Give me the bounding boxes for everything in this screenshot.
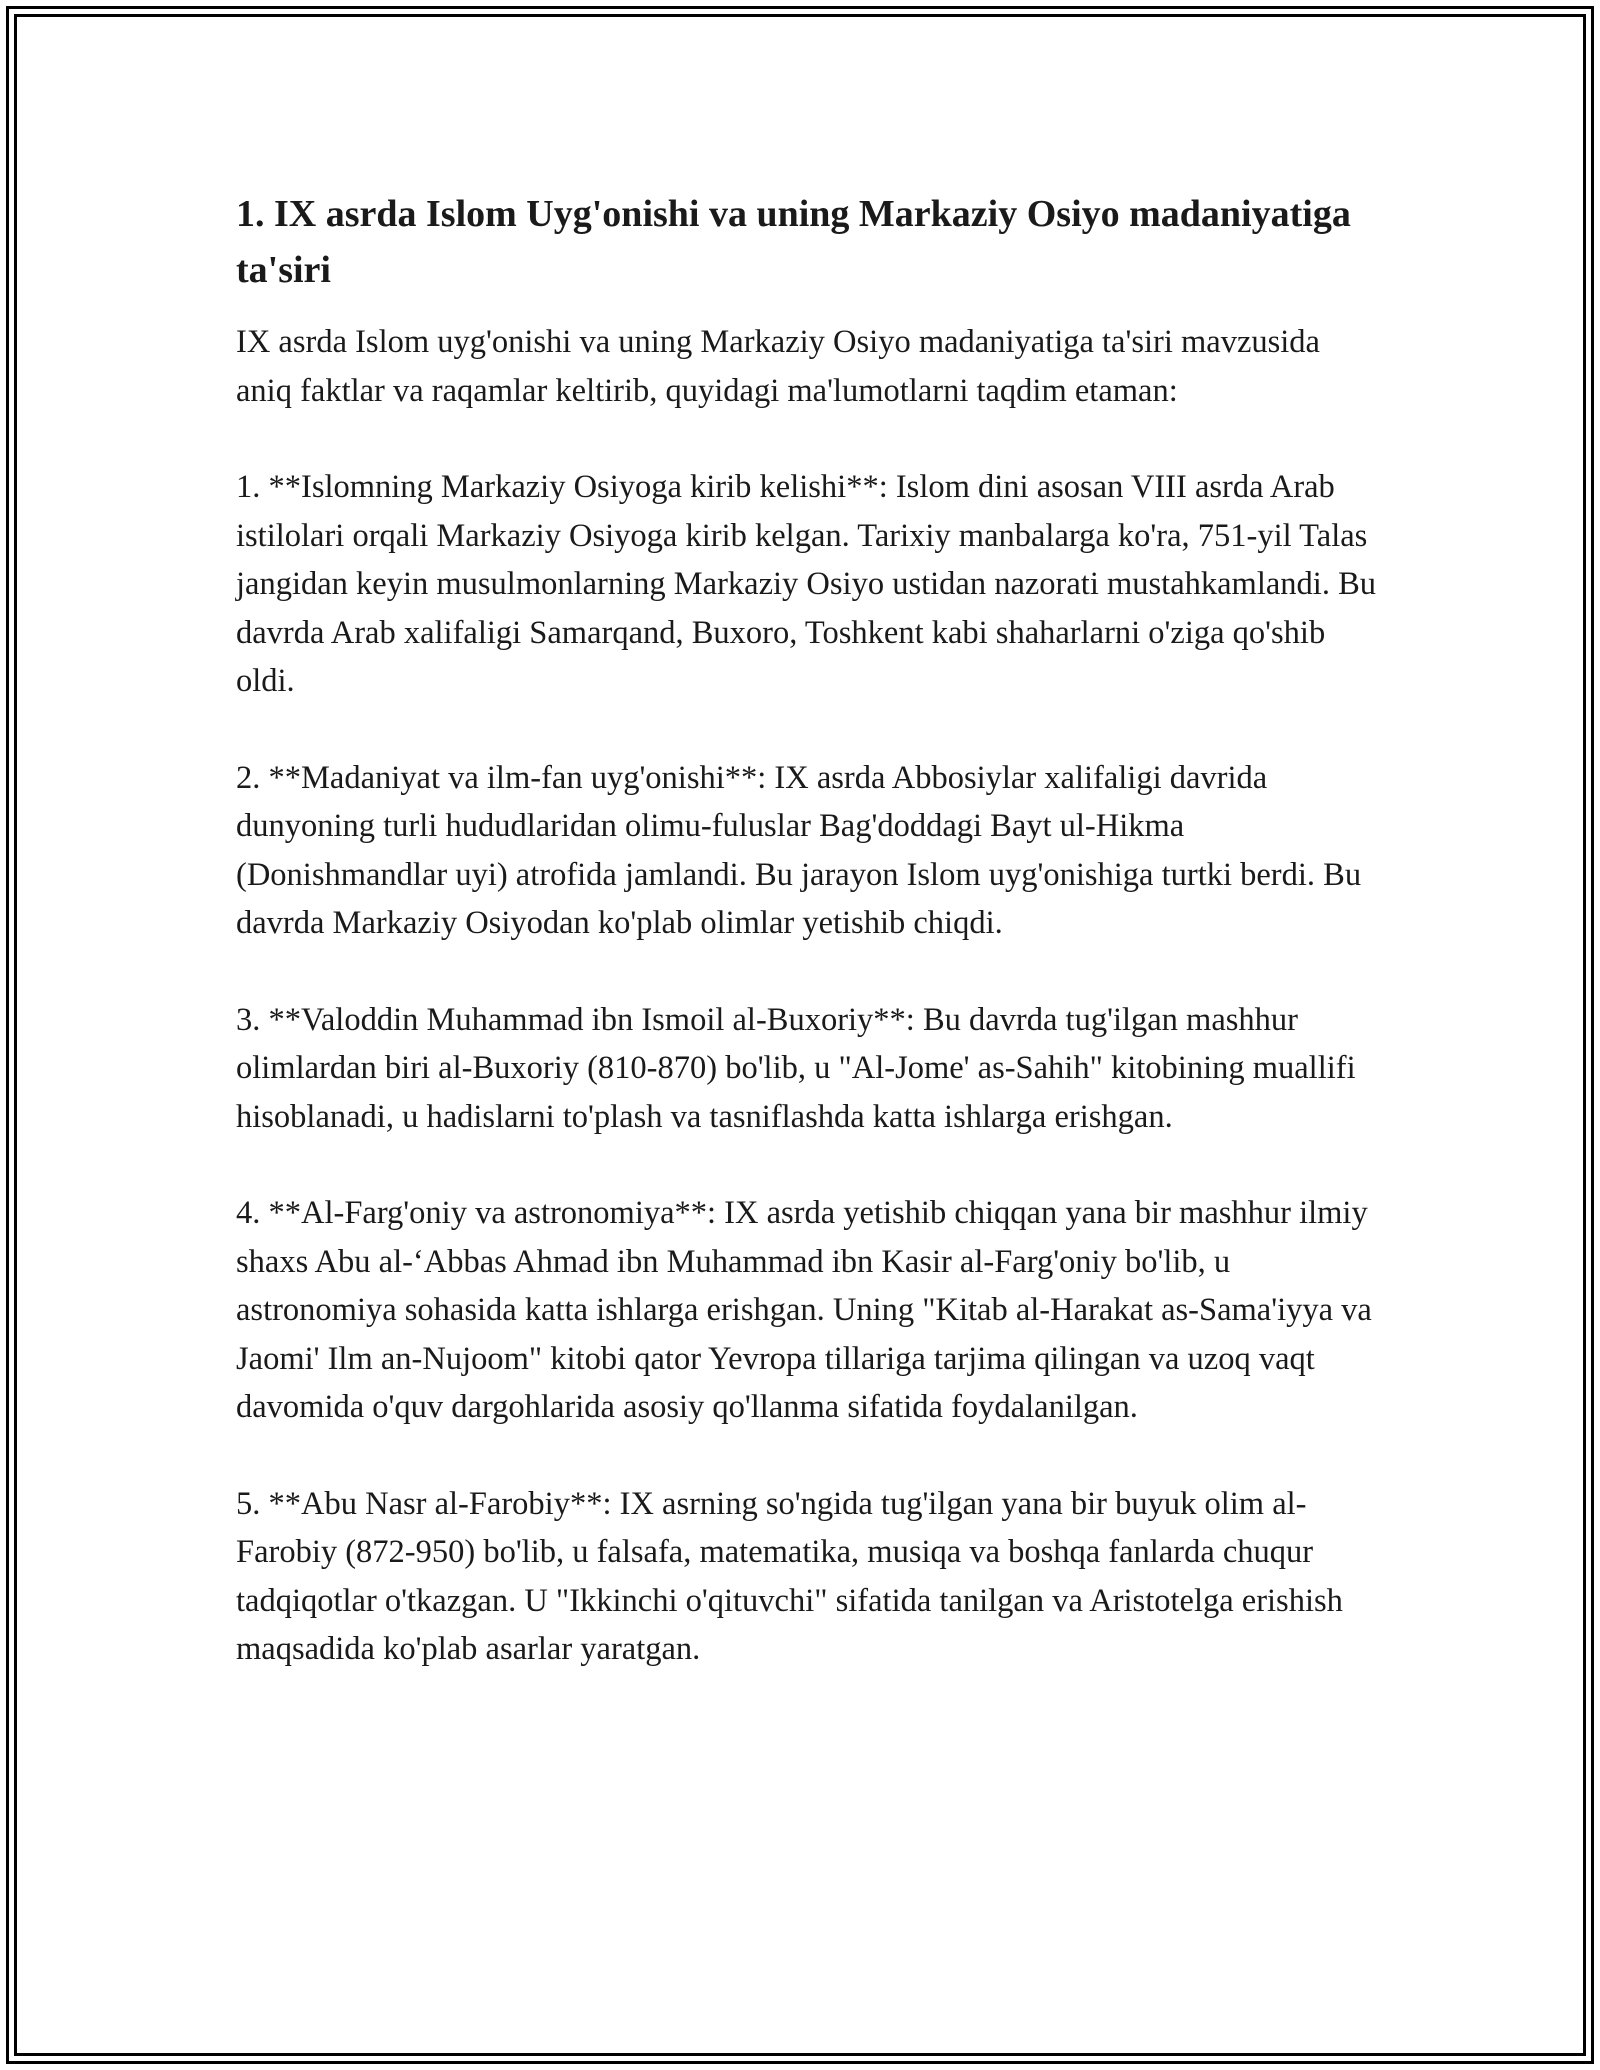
intro-paragraph: IX asrda Islom uyg'onishi va uning Markaziy Osiyo madaniyatiga ta'siri mavzusida aniq faktlar va raqamlar keltirib, quyidagi ma'lumotlarni taqdim etaman: (236, 324, 1320, 409)
list-item: 4. **Al-Farg'oniy va astronomiya**: IX asrda yetishib chiqqan yana bir mashhur ilmiy shaxs Abu al-‘Abbas Ahmad ibn Muhammad ibn Kasir al-Farg'oniy bo'lib, u astronomiya sohasida katta ishlarga erishgan. Uning "Kitab al-Harakat as-Sama'iyya va Jaomi' Ilm an-Nujoom" kitobi qator Yevropa tillariga tarjima qilingan va uzoq vaqt davomida o'quv dargohlarida asosiy qo'llanma sifatida foydalanilgan. (236, 1195, 1372, 1425)
list-item: 1. **Islomning Markaziy Osiyoga kirib kelishi**: Islom dini asosan VIII asrda Arab istilolari orqali Markaziy Osiyoga kirib kelgan. Tarixiy manbalarga ko'ra, 751-yil Talas jangidan keyin musulmonlarning Markaziy Osiyo ustidan nazorati mustahkamlandi. Bu davrda Arab xalifaligi Samarqand, Buxoro, Toshkent kabi shaharlarni o'ziga qo'shib oldi. (236, 469, 1376, 699)
document-title: 1. IX asrda Islom Uyg'onishi va uning Markaziy Osiyo madaniyatiga ta'siri (236, 193, 1351, 291)
document-body (236, 186, 1376, 1722)
list-item: 5. **Abu Nasr al-Farobiy**: IX asrning so'ngida tug'ilgan yana bir buyuk olim al-Farobiy (872-950) bo'lib, u falsafa, matematika, musiqa va boshqa fanlarda chuqur tadqiqotlar o'tkazgan. U "Ikkinchi o'qituvchi" sifatida tanilgan va Aristotelga erishish maqsadida ko'plab asarlar yaratgan. (236, 1485, 1343, 1667)
list-item: 2. **Madaniyat va ilm-fan uyg'onishi**: IX asrda Abbosiylar xalifaligi davrida dunyoning turli hududlaridan olimu-fuluslar Bag'doddagi Bayt ul-Hikma (Donishmandlar uyi) atrofida jamlandi. Bu jarayon Islom uyg'onishiga turtki berdi. Bu davrda Markaziy Osiyodan ko'plab olimlar yetishib chiqdi. (236, 759, 1362, 941)
list-item: 3. **Valoddin Muhammad ibn Ismoil al-Buxoriy**: Bu davrda tug'ilgan mashhur olimlardan biri al-Buxoriy (810-870) bo'lib, u "Al-Jome' as-Sahih" kitobining muallifi hisoblanadi, u hadislarni to'plash va tasniflashda katta ishlarga erishgan. (236, 1001, 1356, 1135)
